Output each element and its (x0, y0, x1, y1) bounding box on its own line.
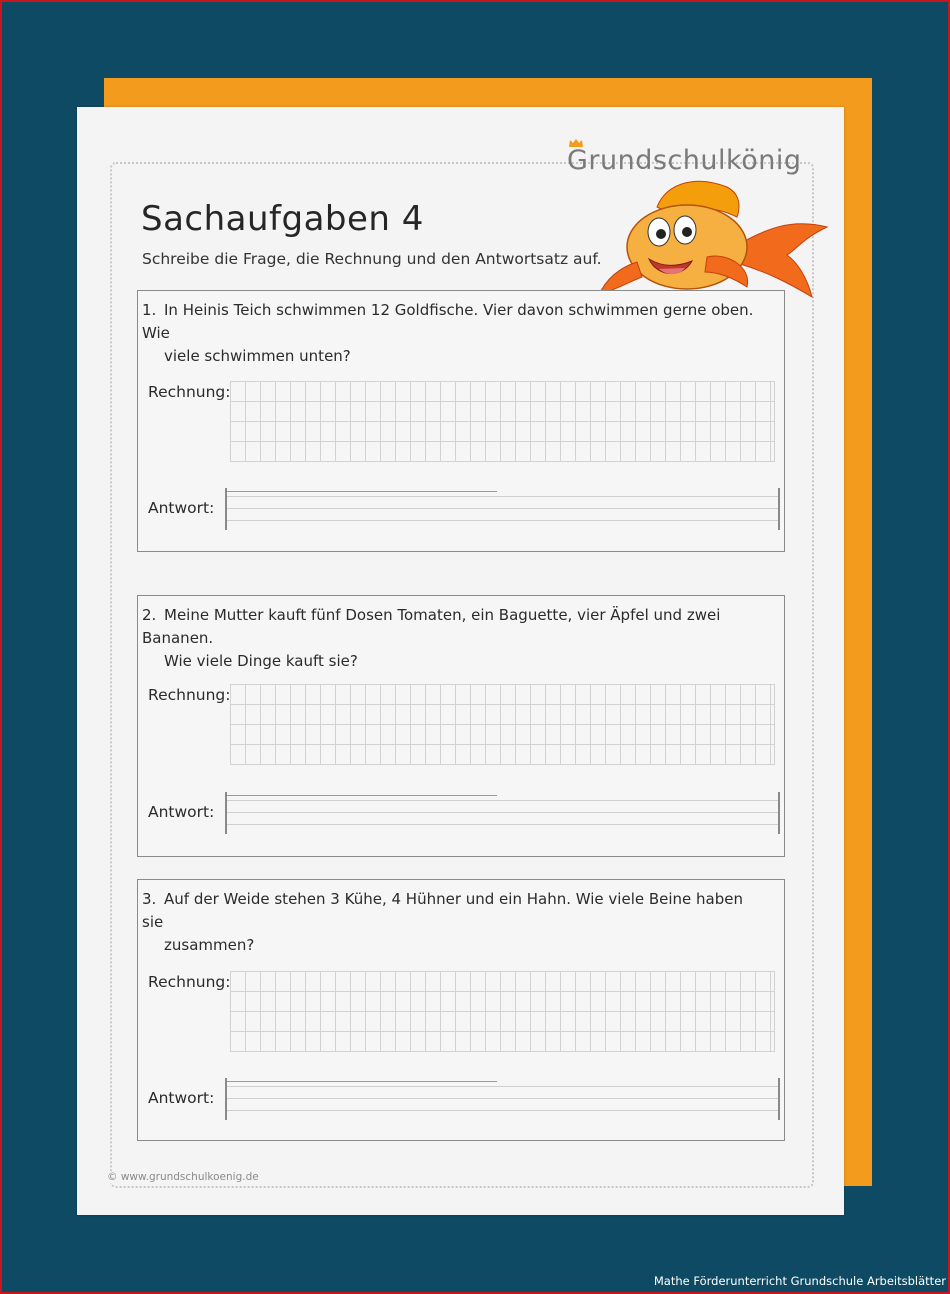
rechnung-label: Rechnung: (148, 973, 231, 991)
image-caption: Mathe Förderunterricht Grundschule Arbeitsblätter (653, 1274, 946, 1288)
task-number: 1. (142, 301, 157, 319)
task-question-line: viele schwimmen unten? (164, 347, 351, 365)
antwort-label: Antwort: (148, 1089, 215, 1107)
task-text-3 (142, 888, 767, 957)
task-question-line: Meine Mutter kauft fünf Dosen Tomaten, ein Baguette, vier Äpfel und zwei Bananen. (142, 606, 721, 647)
page-title: Sachaufgaben 4 (141, 199, 424, 239)
rechnung-label: Rechnung: (148, 686, 231, 704)
calculation-grid[interactable] (230, 684, 775, 765)
task-text-2 (142, 604, 767, 673)
rechnung-label: Rechnung: (148, 383, 231, 401)
worksheet-page (77, 107, 844, 1215)
task-box-1 (137, 290, 785, 552)
footer-copyright: © www.grundschulkoenig.de (107, 1171, 265, 1183)
task-box-3 (137, 879, 785, 1141)
task-question-line: Auf der Weide stehen 3 Kühe, 4 Hühner und ein Hahn. Wie viele Beine haben sie (142, 890, 744, 931)
task-box-2 (137, 595, 785, 857)
task-question-line: In Heinis Teich schwimmen 12 Goldfische. Vier davon schwimmen gerne oben. Wie (142, 301, 754, 342)
answer-lines[interactable] (225, 1078, 780, 1120)
task-question-line: Wie viele Dinge kauft sie? (164, 652, 358, 670)
antwort-label: Antwort: (148, 803, 215, 821)
calculation-grid[interactable] (230, 971, 775, 1052)
answer-lines[interactable] (225, 488, 780, 530)
task-text-1 (142, 299, 767, 368)
instructions: Schreibe die Frage, die Rechnung und den Antwortsatz auf. (142, 250, 602, 268)
task-number: 2. (142, 606, 157, 624)
task-number: 3. (142, 890, 157, 908)
antwort-label: Antwort: (148, 499, 215, 517)
logo: Grundschulkönig (567, 145, 802, 176)
task-question-line: zusammen? (164, 936, 255, 954)
calculation-grid[interactable] (230, 381, 775, 462)
answer-lines[interactable] (225, 792, 780, 834)
